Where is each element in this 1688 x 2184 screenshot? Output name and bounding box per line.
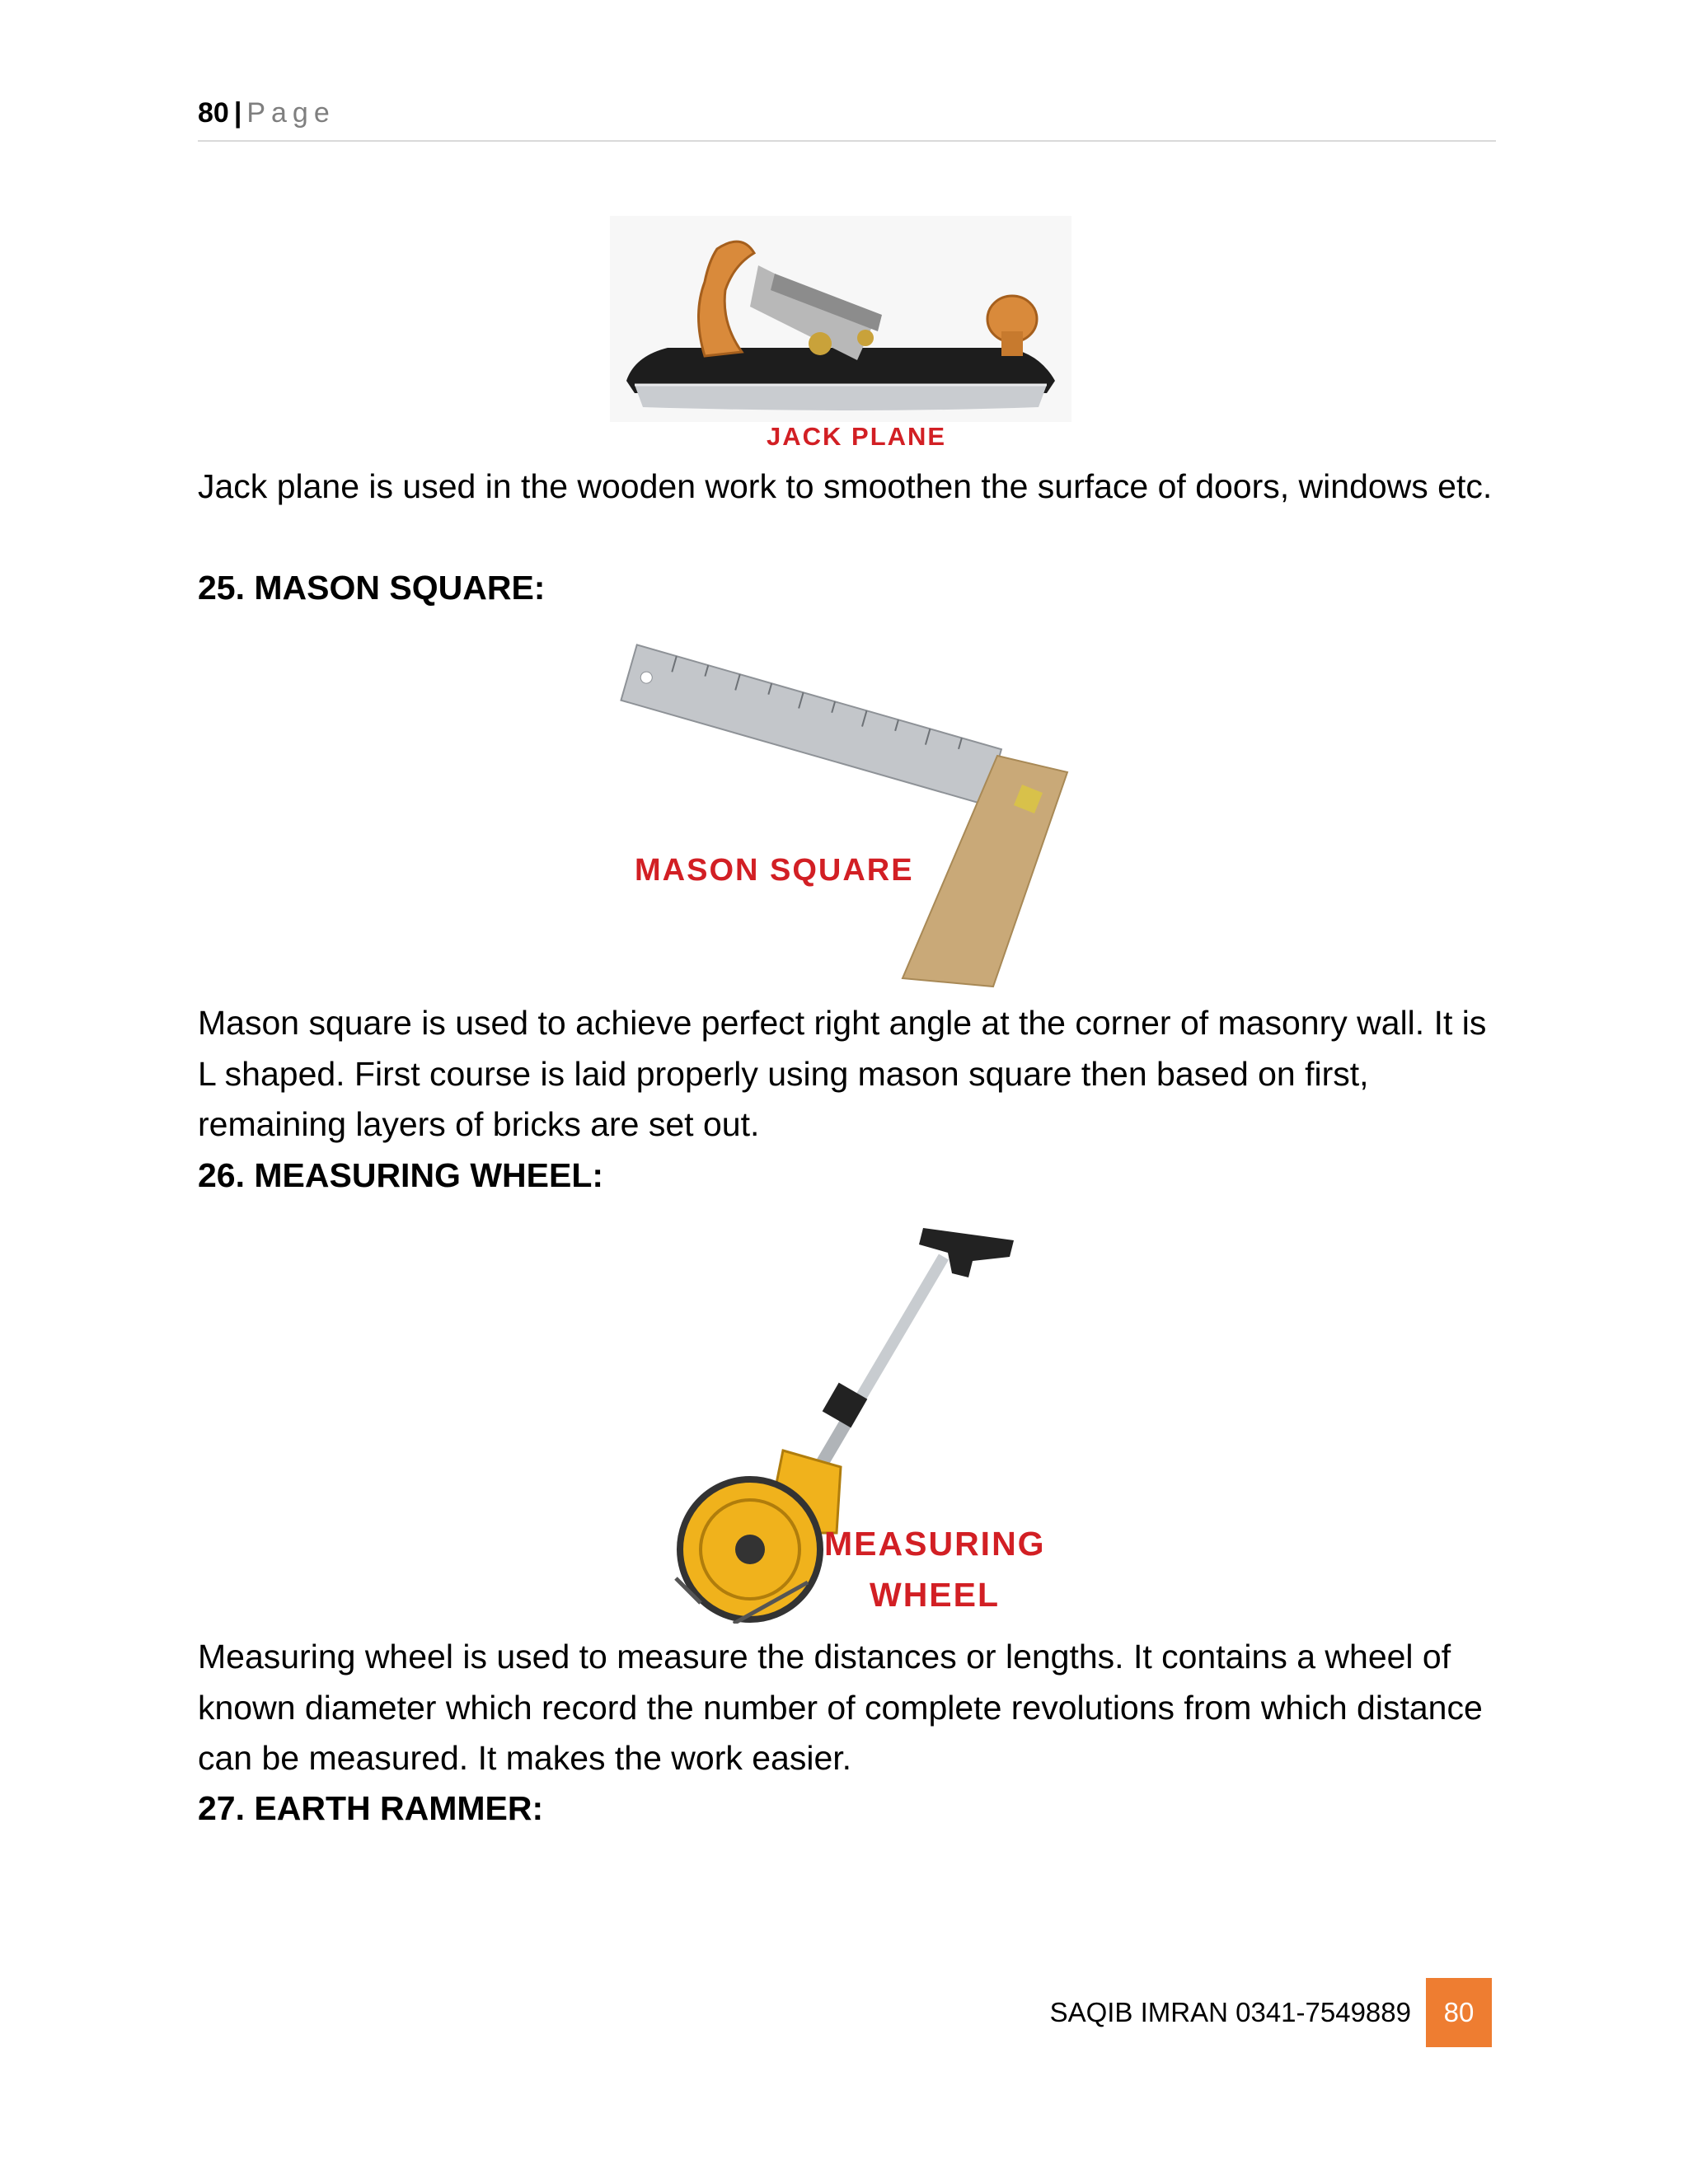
measuring-wheel-label-line1: MEASURING (824, 1525, 1046, 1563)
measuring-wheel-description: Measuring wheel is used to measure the distances or lengths. It contains a wheel of known diameter which record the number of complete revolutions from which distance can be measured. It makes the work easier. (198, 1638, 1483, 1777)
page-word: Page (246, 97, 335, 129)
jack-plane-label: JACK PLANE (767, 422, 947, 451)
jack-plane-description: Jack plane is used in the wooden work to smoothen the surface of doors, windows etc. (198, 467, 1493, 505)
mason-square-figure (610, 628, 1071, 991)
jack-plane-figure (610, 216, 1071, 455)
header-separator: | (233, 97, 242, 129)
mason-square-description: Mason square is used to achieve perfect right angle at the corner of masonry wall. It is L shaped. First course is laid properly using mason square then based on first, remaining layers of bricks are set out. (198, 1004, 1487, 1143)
mason-square-heading: 25. MASON SQUARE: (198, 569, 546, 607)
footer-author: SAQIB IMRAN 0341-7549889 (1049, 1997, 1411, 2027)
page-header (198, 97, 1496, 142)
measuring-wheel-heading: 26. MEASURING WHEEL: (198, 1156, 604, 1194)
measuring-wheel-label-line2: WHEEL (870, 1576, 1001, 1614)
mason-square-illustration (610, 628, 1071, 991)
measuring-wheel-figure (643, 1212, 1088, 1624)
page-number: 80 (198, 97, 229, 129)
page-number-badge: 80 (1426, 1978, 1492, 2047)
earth-rammer-heading: 27. EARTH RAMMER: (198, 1789, 544, 1827)
mason-square-label: MASON SQUARE (635, 853, 914, 888)
jack-plane-illustration (610, 216, 1071, 422)
page-footer (973, 1980, 1492, 2046)
